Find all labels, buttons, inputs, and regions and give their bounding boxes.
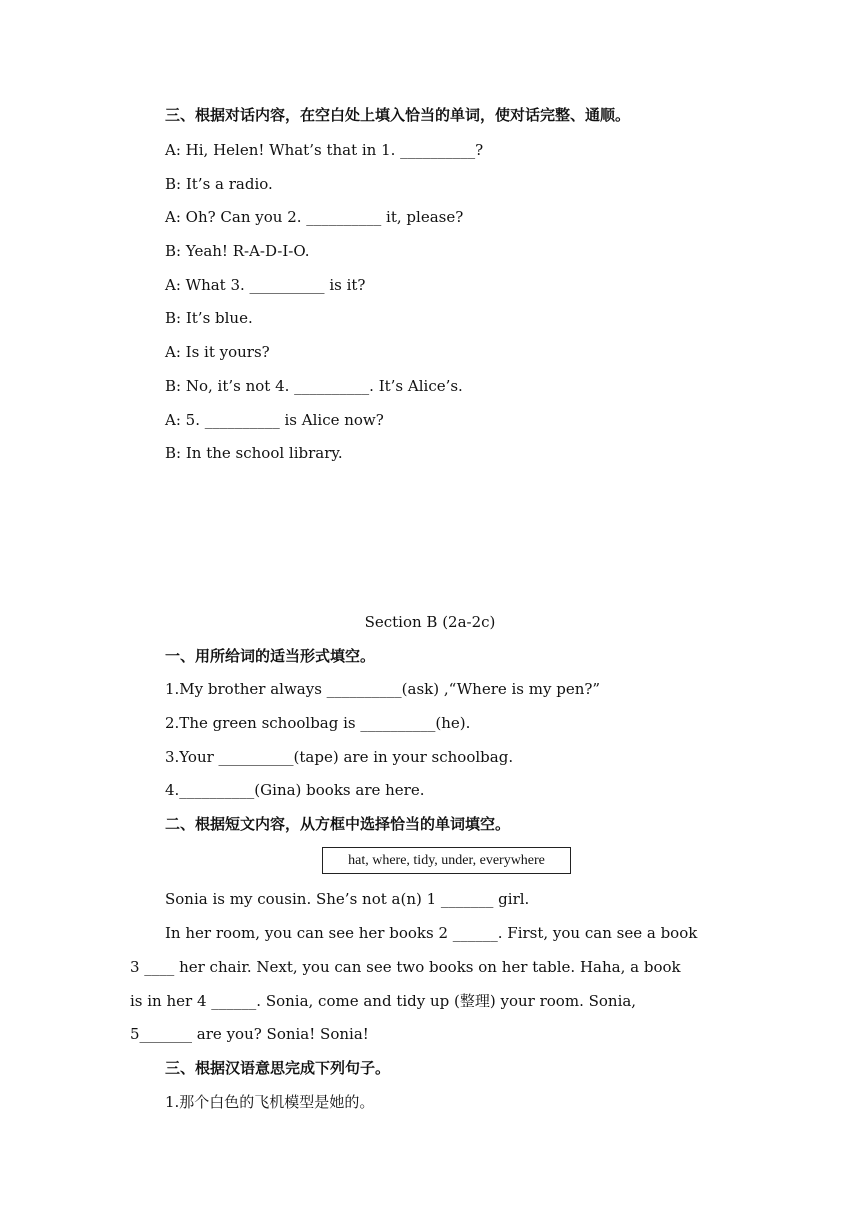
dialogue-line-3: A: Oh? Can you 2. __________ it, please?: [165, 208, 464, 226]
dialogue-heading: 三、根据对话内容，在空白处上填入恰当的单词，使对话完整、通顺。: [165, 106, 631, 124]
passage-line-3: 3 ____ her chair. Next, you can see two books on her table. Haha, a book: [130, 958, 681, 976]
part1-item-2: 2.The green schoolbag is __________(he).: [165, 714, 471, 732]
dialogue-line-2: B: It’s a radio.: [165, 175, 273, 193]
passage-line-5: 5_______ are you? Sonia! Sonia!: [130, 1025, 369, 1043]
dialogue-line-4: B: Yeah! R-A-D-I-O.: [165, 242, 310, 260]
dialogue-line-10: B: In the school library.: [165, 444, 343, 462]
dialogue-line-6: B: It’s blue.: [165, 309, 253, 327]
section-title: Section B (2a-2c): [364, 613, 496, 631]
part3-heading: 三、根据汉语意思完成下列句子。: [165, 1059, 391, 1077]
passage-line-4: is in her 4 ______. Sonia, come and tidy up (整理) your room. Sonia,: [130, 992, 637, 1010]
dialogue-line-5: A: What 3. __________ is it?: [165, 276, 366, 294]
part1-item-1: 1.My brother always __________(ask) ,“Where is my pen?”: [165, 680, 601, 698]
passage-line-2: In her room, you can see her books 2 ______. First, you can see a book: [165, 924, 698, 942]
dialogue-line-8: B: No, it’s not 4. __________. It’s Alice’s.: [165, 377, 463, 395]
part1-item-4: 4.__________(Gina) books are here.: [165, 781, 425, 799]
part3-item-1: 1.那个白色的飞机模型是她的。: [165, 1093, 375, 1111]
dialogue-line-9: A: 5. __________ is Alice now?: [165, 411, 384, 429]
dialogue-line-1: A: Hi, Helen! What’s that in 1. __________?: [165, 141, 484, 159]
word-box: hat, where, tidy, under, everywhere: [322, 847, 571, 874]
part1-item-3: 3.Your __________(tape) are in your schoolbag.: [165, 748, 514, 766]
part2-heading: 二、根据短文内容，从方框中选择恰当的单词填空。: [165, 815, 511, 833]
part1-heading: 一、用所给词的适当形式填空。: [165, 647, 376, 665]
passage-line-1: Sonia is my cousin. She’s not a(n) 1 _______ girl.: [165, 890, 530, 908]
dialogue-line-7: A: Is it yours?: [165, 343, 270, 361]
